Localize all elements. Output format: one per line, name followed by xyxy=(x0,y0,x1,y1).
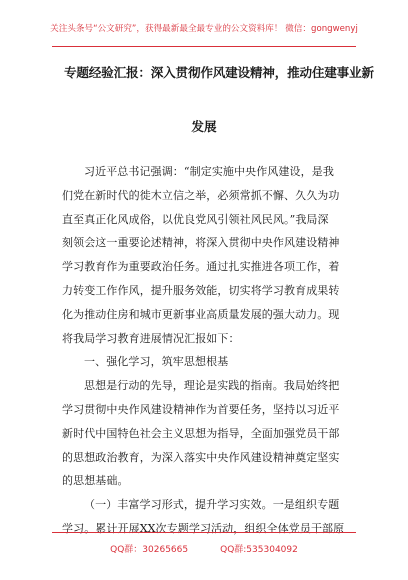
footer-qq-group-1: QQ群：30265665 xyxy=(110,545,189,555)
body-line: 学习贯彻中央作风建设精神作为首要任务，坚持以习近平 xyxy=(62,402,340,416)
footer-contacts xyxy=(0,542,408,555)
body-line: 新时代中国特色社会主义思想为指导，全面加强党员干部 xyxy=(62,426,340,440)
footer-qq-group-2: QQ群:535304092 xyxy=(220,545,298,555)
document-title: 专题经验汇报：深入贯彻作风建设精神，推动住建事业新 xyxy=(64,65,374,80)
body-line: 思想是行动的先导，理论是实践的指南。我局始终把 xyxy=(84,379,340,393)
body-line: 将我局学习教育进展情况汇报如下： xyxy=(62,331,240,345)
body-line: 化为推动住房和城市更新事业高质量发展的强大动力。现 xyxy=(62,307,340,321)
body-line: 力转变工作作风，提升服务效能，切实将学习教育成果转 xyxy=(62,283,340,297)
body-line: 刻领会这一重要论述精神，将深入贯彻中央作风建设精神 xyxy=(62,236,340,250)
subsection-heading: （一）丰富学习形式，提升学习实效。一是组织专题 xyxy=(84,498,340,512)
body-line: 的思想基础。 xyxy=(62,474,129,488)
document-body xyxy=(62,160,350,541)
body-line: 学习教育作为重要政治任务。通过扎实推进各项工作，着 xyxy=(62,260,340,274)
body-line: 学习。累计开展XX次专题学习活动，组织全体党员干部原 xyxy=(62,521,345,535)
section-heading: 一、强化学习，筑牢思想根基 xyxy=(84,355,229,369)
body-line: 们党在新时代的徙木立信之举，必须常抓不懈、久久为功 xyxy=(62,188,340,202)
body-line: 直至真正化风成俗，以优良党风引领社风民风。”我局深 xyxy=(62,212,329,226)
document-title-continued: 发展 xyxy=(191,119,217,134)
footer-divider xyxy=(52,532,356,533)
body-line: 习近平总书记强调：“制定实施中央作风建设，是我 xyxy=(84,165,334,178)
body-line: 的思想政治教育，为深入落实中央作风建设精神奠定坚实 xyxy=(62,450,340,464)
header-divider xyxy=(52,46,356,47)
header-notice: 关注头条号“公文研究”，获得最新最全最专业的公文资料库！ 微信：gongwenyj xyxy=(50,24,358,34)
